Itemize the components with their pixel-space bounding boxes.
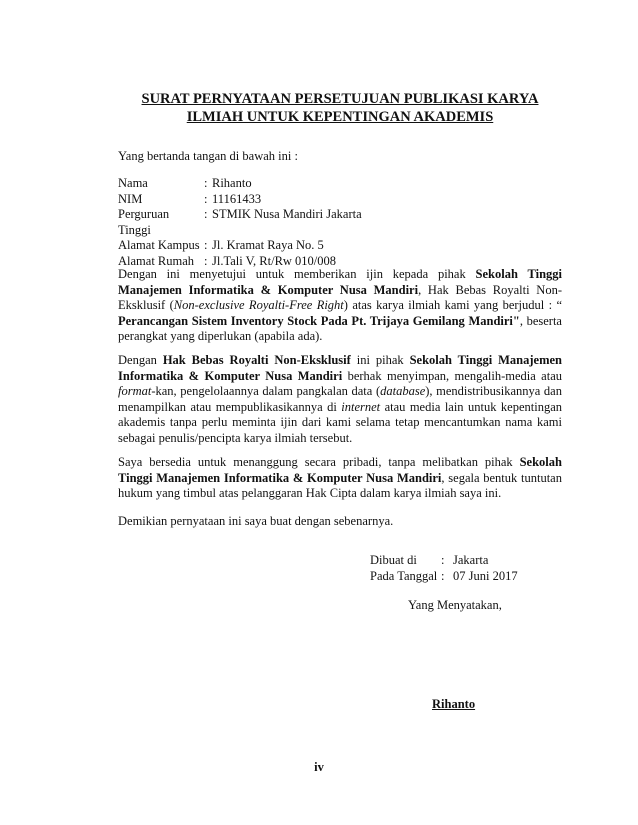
identity-label: Alamat Kampus	[118, 238, 200, 252]
signature-place-row	[370, 552, 518, 568]
identity-label: Perguruan Tinggi	[118, 207, 170, 237]
institution-name: Sekolah Tinggi Manajemen Informatika & Komputer Nusa Mandiri	[118, 267, 562, 297]
identity-block	[118, 176, 362, 269]
place-label: Dibuat di	[370, 553, 417, 567]
intro-text: Yang bertanda tangan di bawah ini :	[118, 149, 298, 163]
institution-name: Sekolah Tinggi Manajemen Informatika & Komputer Nusa Mandiri	[118, 455, 562, 485]
date-label: Pada Tanggal	[370, 569, 438, 583]
place-separator: :	[441, 553, 445, 567]
text-run: , Hak Bebas Royalti Non-Eksklusif (	[118, 282, 562, 313]
text-run: ini pihak	[350, 353, 410, 367]
paragraph-closing: Demikian pernyataan ini saya buat dengan sebenarnya.	[118, 514, 394, 528]
text-run: ) atas karya ilmiah kami yang berjudul : “	[343, 298, 563, 313]
signature-closing: Yang Menyatakan,	[408, 598, 502, 612]
identity-row-nim	[118, 192, 362, 208]
right-term: Hak Bebas Royalti Non-Eksklusif	[162, 353, 351, 367]
identity-value: Jl. Kramat Raya No. 5	[212, 238, 324, 252]
text-run: Dengan	[118, 353, 163, 367]
text-run: atau media lain untuk kepentingan akademis tanpa perlu meminta ijin dari kami selama tetap mencantumkan nama kami sebagai penulis/pencipta karya ilmiah tersebut.	[118, 399, 562, 445]
text-run: Dengan ini menyetujui untuk memberikan ijin kepada pihak	[118, 267, 476, 281]
identity-row-perguruan-tinggi	[118, 207, 362, 238]
text-run: , segala bentuk tuntutan hukum yang timbul atas pelanggaran Hak Cipta dalam karya ilmiah saya ini.	[118, 470, 562, 501]
signature-place-date	[370, 552, 518, 584]
identity-value: STMIK Nusa Mandiri Jakarta	[212, 207, 362, 221]
thesis-title: Perancangan Sistem Inventory Stock Pada Pt. Trijaya Gemilang Mandiri"	[118, 313, 520, 328]
identity-value: 11161433	[212, 191, 262, 206]
identity-separator: :	[204, 207, 208, 221]
identity-value: Jl.Tali V, Rt/Rw 010/008	[212, 253, 337, 268]
date-separator: :	[441, 569, 445, 583]
date-value: 07 Juni 2017	[453, 569, 518, 583]
italic-term: format	[118, 384, 152, 399]
place-value: Jakarta	[453, 553, 489, 567]
text-run: -kan, pengelolaannya dalam pangkalan data (	[151, 384, 381, 399]
italic-term: internet	[341, 399, 381, 414]
document-title	[118, 90, 562, 126]
identity-separator: :	[204, 191, 208, 206]
page-number: iv	[314, 760, 324, 774]
title-line-2: ILMIAH UNTUK KEPENTINGAN AKADEMIS	[186, 109, 494, 125]
paragraph-rights	[118, 353, 562, 447]
institution-name: Sekolah Tinggi Manajemen Informatika & Komputer Nusa Mandiri	[118, 353, 562, 383]
text-run: berhak menyimpan, mengalih-media atau	[342, 368, 562, 383]
title-line-1: SURAT PERNYATAAN PERSETUJUAN PUBLIKASI KARYA	[141, 91, 539, 107]
paragraph-liability	[118, 455, 562, 502]
identity-label: Nama	[118, 176, 148, 190]
signature-date-row	[370, 568, 518, 584]
text-run: ), mendistribusikannya dan menampilkan atau mempublikasikannya di	[118, 384, 562, 414]
identity-row-nama	[118, 176, 362, 192]
identity-separator: :	[204, 238, 208, 252]
right-term-english: Non-exclusive Royalti-Free Right	[173, 298, 344, 313]
identity-value: Rihanto	[212, 176, 252, 190]
identity-separator: :	[204, 253, 208, 268]
signatory-name: Rihanto	[432, 697, 476, 711]
identity-label: NIM	[118, 191, 143, 206]
italic-term: database	[380, 384, 426, 399]
text-run: Saya bersedia untuk menanggung secara pribadi, tanpa melibatkan pihak	[118, 455, 520, 469]
text-run: , beserta perangkat yang diperlukan (apabila ada).	[118, 313, 562, 344]
identity-separator: :	[204, 176, 208, 190]
identity-row-alamat-kampus	[118, 238, 362, 254]
paragraph-consent	[118, 267, 562, 345]
identity-label: Alamat Rumah	[118, 253, 195, 268]
